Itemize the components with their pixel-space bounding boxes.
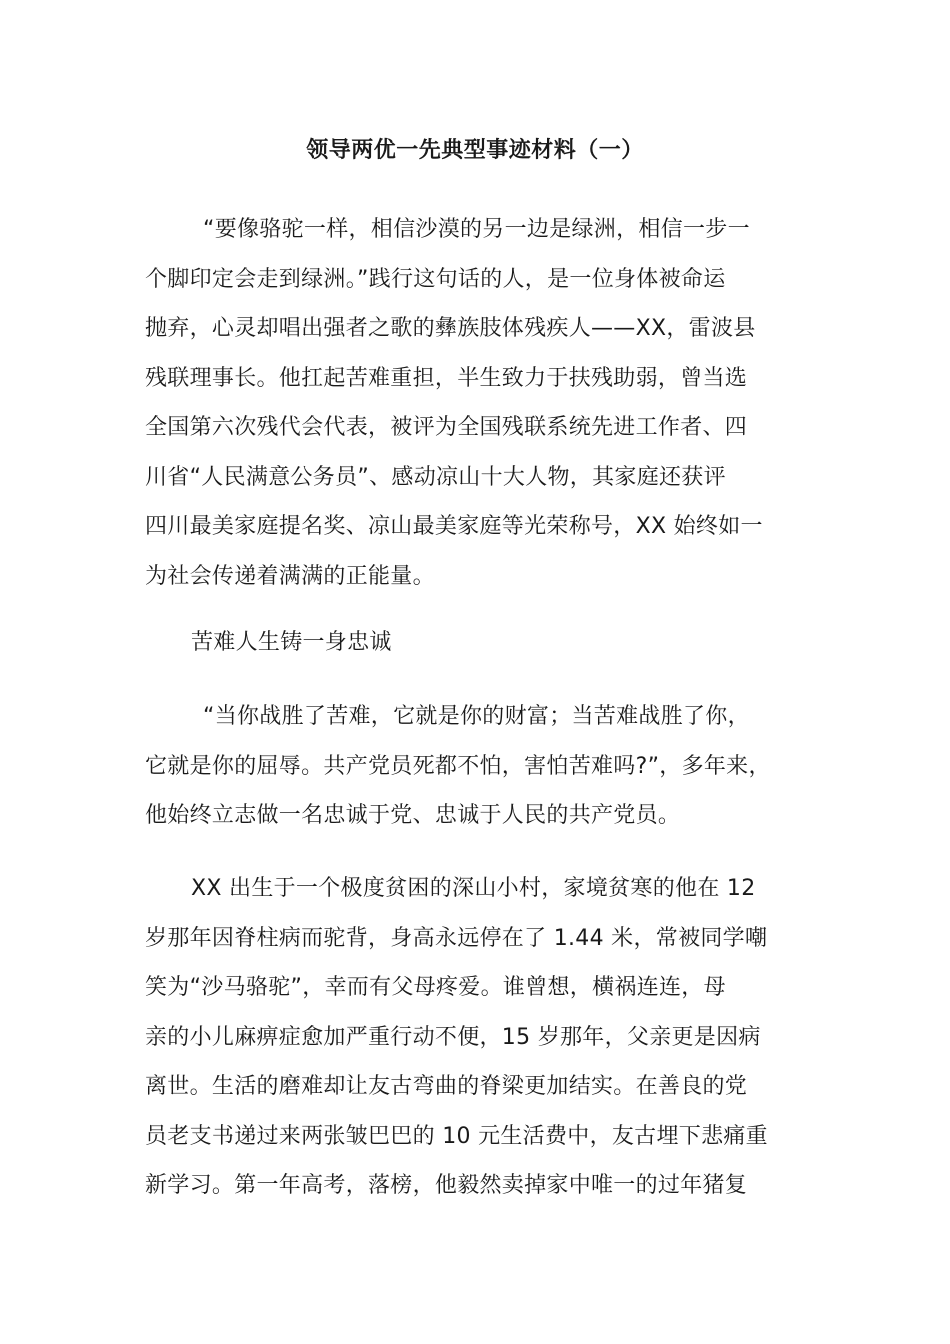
paragraph-1 [145,205,813,601]
paragraph-line: “当你战胜了苦难，它就是你的财富；当苦难战胜了你， [203,704,750,729]
paragraph-line: 四川最美家庭提名奖、凉山最美家庭等光荣称号，XX 始终如一 [145,514,763,539]
paragraph-line: 员老支书递过来两张皱巴巴的 10 元生活费中，友古埋下悲痛重 [145,1123,768,1149]
paragraph-line: 离世。生活的磨难却让友古弯曲的脊梁更加结实。在善良的党 [145,1074,748,1099]
paragraph-line: 全国第六次残代会代表，被评为全国残联系统先进工作者、四 [145,415,748,440]
section-heading: 苦难人生铸一身忠诚 [191,630,392,655]
paragraph-line: 笑为“沙马骆驼”，幸而有父母疼爱。谁曾想，横祸连连，母 [145,975,726,1000]
paragraph-line: 新学习。第一年高考，落榜，他毅然卖掉家中唯一的过年猪复 [145,1173,748,1198]
paragraph-2 [145,692,813,841]
paragraph-line: 他始终立志做一名忠诚于党、忠诚于人民的共产党员。 [145,803,681,828]
paragraph-line: 亲的小儿麻痹症愈加严重行动不便，15 岁那年，父亲更是因病 [145,1024,761,1050]
paragraph-line: 岁那年因脊柱病而驼背，身高永远停在了 1.44 米，常被同学嘲 [145,925,768,951]
section-heading-block [145,618,813,668]
paragraph-line: 川省“人民满意公务员”、感动凉山十大人物，其家庭还获评 [145,464,726,490]
paragraph-line: 为社会传递着满满的正能量。 [145,563,435,589]
document-title: 领导两优一先典型事迹材料（一） [306,138,644,163]
paragraph-line: 抛弃，心灵却唱出强者之歌的彝族肢体残疾人——XX，雷波县 [145,316,756,341]
paragraph-line: 它就是你的屈辱。共产党员死都不怕，害怕苦难吗?”，多年来， [145,753,771,779]
paragraph-3 [145,864,813,1211]
paragraph-line: XX 出生于一个极度贫困的深山小村，家境贫寒的他在 12 [191,876,756,901]
paragraph-line: “要像骆驼一样，相信沙漠的另一边是绿洲，相信一步一 [203,217,750,242]
paragraph-line: 残联理事长。他扛起苦难重担，半生致力于扶残助弱，曾当选 [145,365,748,391]
paragraph-line: 个脚印定会走到绿洲。”践行这句话的人，是一位身体被命运 [145,266,726,292]
